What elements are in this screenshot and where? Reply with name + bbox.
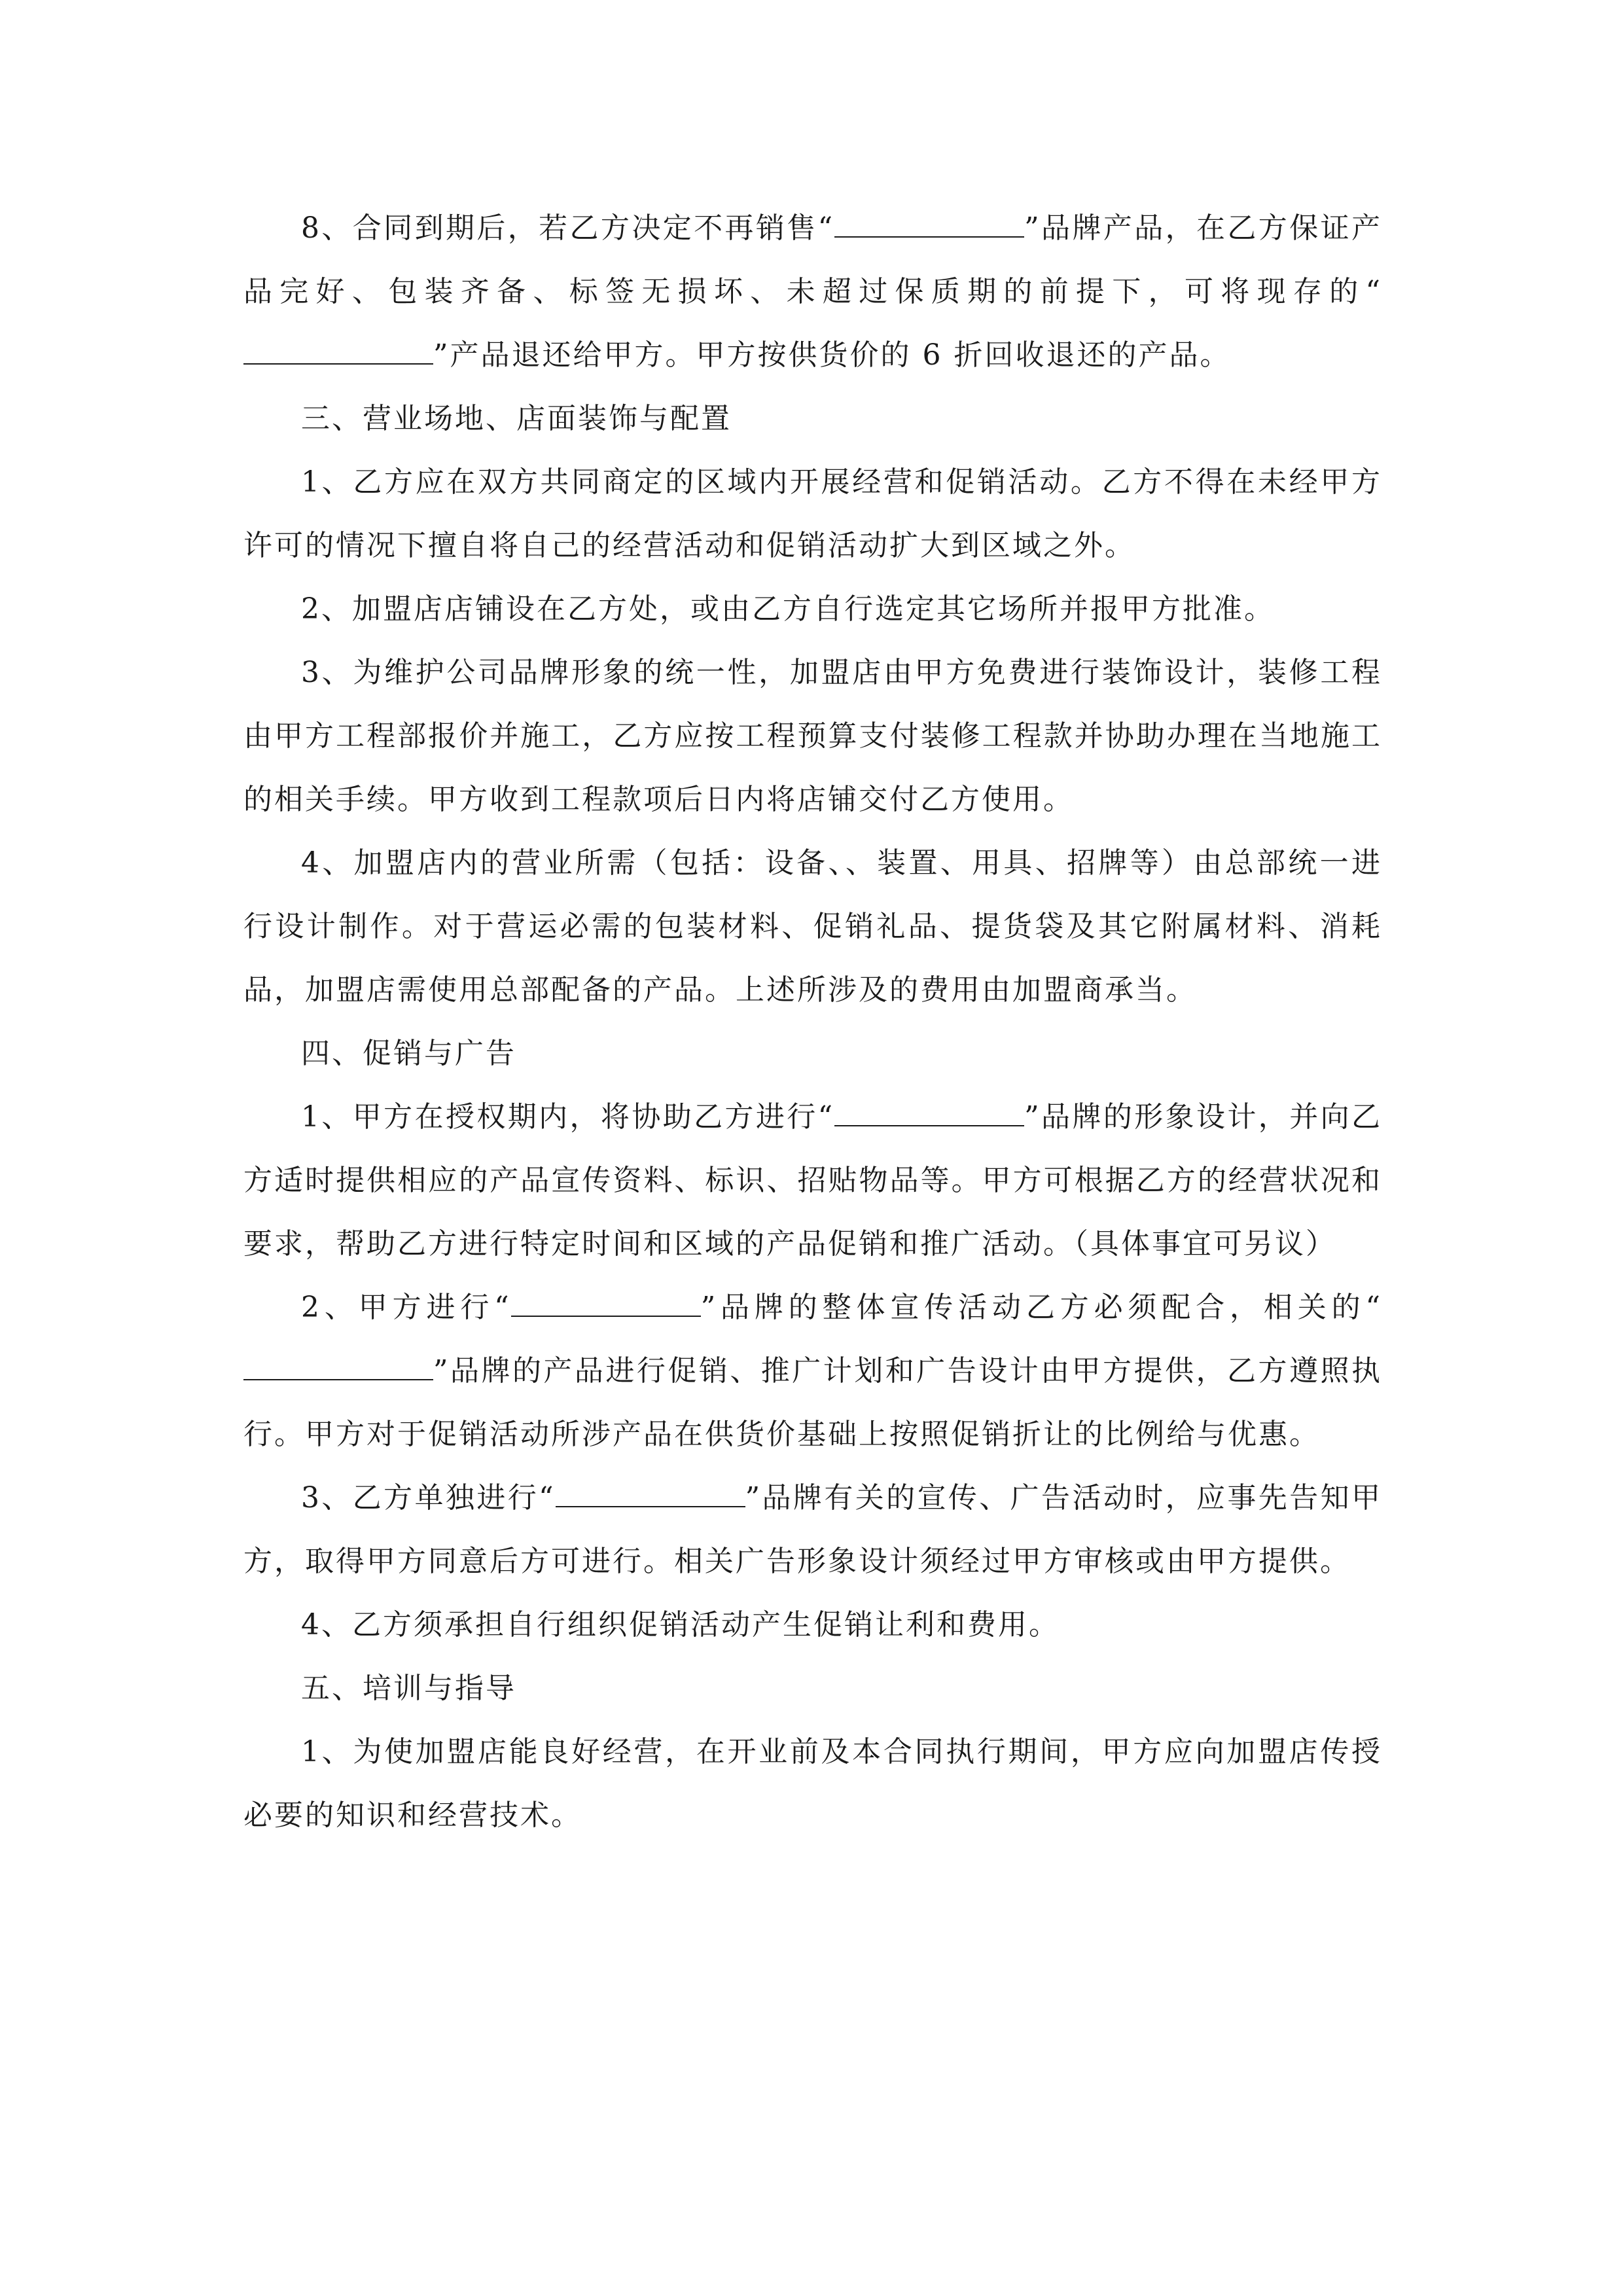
clause-text: 1、甲方在授权期内，将协助乙方进行“ (301, 1100, 835, 1134)
clause-3-1: 1、乙方应在双方共同商定的区域内开展经营和促销活动。乙方不得在未经甲方许可的情况下擅自将自己的经营活动和促销活动扩大到区域之外。 (243, 465, 1382, 562)
clause-4-2 (243, 1276, 1382, 1466)
clause-text: ”品牌的产品进行促销、推广计划和广告设计由甲方提供，乙方遵照执行。甲方对于促销活动所涉产品在供货价基础上按照促销折让的比例给与优惠。 (243, 1354, 1382, 1451)
clause-4-4: 4、乙方须承担自行组织促销活动产生促销让利和费用。 (301, 1608, 1060, 1641)
clause-5-1: 1、为使加盟店能良好经营，在开业前及本合同执行期间，甲方应向加盟店传授必要的知识和经营技术。 (243, 1735, 1382, 1832)
clause-3-4: 4、加盟店内的营业所需（包括：设备、、装置、用具、招牌等）由总部统一进行设计制作。对于营运必需的包装材料、促销礼品、提货袋及其它附属材料、消耗品，加盟店需使用总部配备的产品。上述所涉及的费用由加盟商承当。 (243, 846, 1382, 1007)
clause-3-3: 3、为维护公司品牌形象的统一性，加盟店由甲方免费进行装饰设计，装修工程由甲方工程部报价并施工，乙方应按工程预算支付装修工程款并协助办理在当地施工的相关手续。甲方收到工程款项后日内将店铺交付乙方使用。 (243, 656, 1382, 816)
clause-text: ”品牌的整体宣传活动乙方必须配合，相关的“ (700, 1291, 1382, 1324)
clause-text: ”品牌有关的宣传、广告活动时，应事先告知甲方，取得甲方同意后方可进行。相关广告形象设计须经过甲方审核或由甲方提供。 (243, 1481, 1382, 1578)
brand-blank (834, 210, 1024, 238)
clause-4-1 (243, 1085, 1382, 1276)
clause-text: ”产品退还给甲方。甲方按供货价的 6 折回收退还的产品。 (433, 338, 1231, 372)
clause-text: ”品牌产品，在乙方保证产品完好、包装齐备、标签无损坏、未超过保质期的前提下，可将现存的“ (243, 211, 1382, 308)
brand-blank (511, 1289, 701, 1317)
clause-text: 8、合同到期后，若乙方决定不再销售“ (301, 211, 835, 245)
clause-2-8 (243, 196, 1382, 387)
section-heading-4: 四、促销与广告 (301, 1037, 516, 1070)
clause-text: 3、乙方单独进行“ (301, 1481, 556, 1515)
section-heading-3: 三、营业场地、店面装饰与配置 (301, 402, 732, 435)
brand-blank (243, 337, 433, 365)
brand-blank (834, 1099, 1024, 1126)
document-page (243, 196, 1382, 1847)
brand-blank (243, 1353, 433, 1380)
clause-text: ”品牌的形象设计，并向乙方适时提供相应的产品宣传资料、标识、招贴物品等。甲方可根据乙方的经营状况和要求，帮助乙方进行特定时间和区域的产品促销和推广活动。（具体事宜可另议） (243, 1100, 1382, 1261)
clause-4-3 (243, 1466, 1382, 1593)
brand-blank (556, 1480, 745, 1507)
clause-text: 2、甲方进行“ (301, 1291, 511, 1324)
clause-3-2: 2、加盟店店铺设在乙方处，或由乙方自行选定其它场所并报甲方批准。 (301, 592, 1275, 626)
section-heading-5: 五、培训与指导 (301, 1672, 516, 1705)
